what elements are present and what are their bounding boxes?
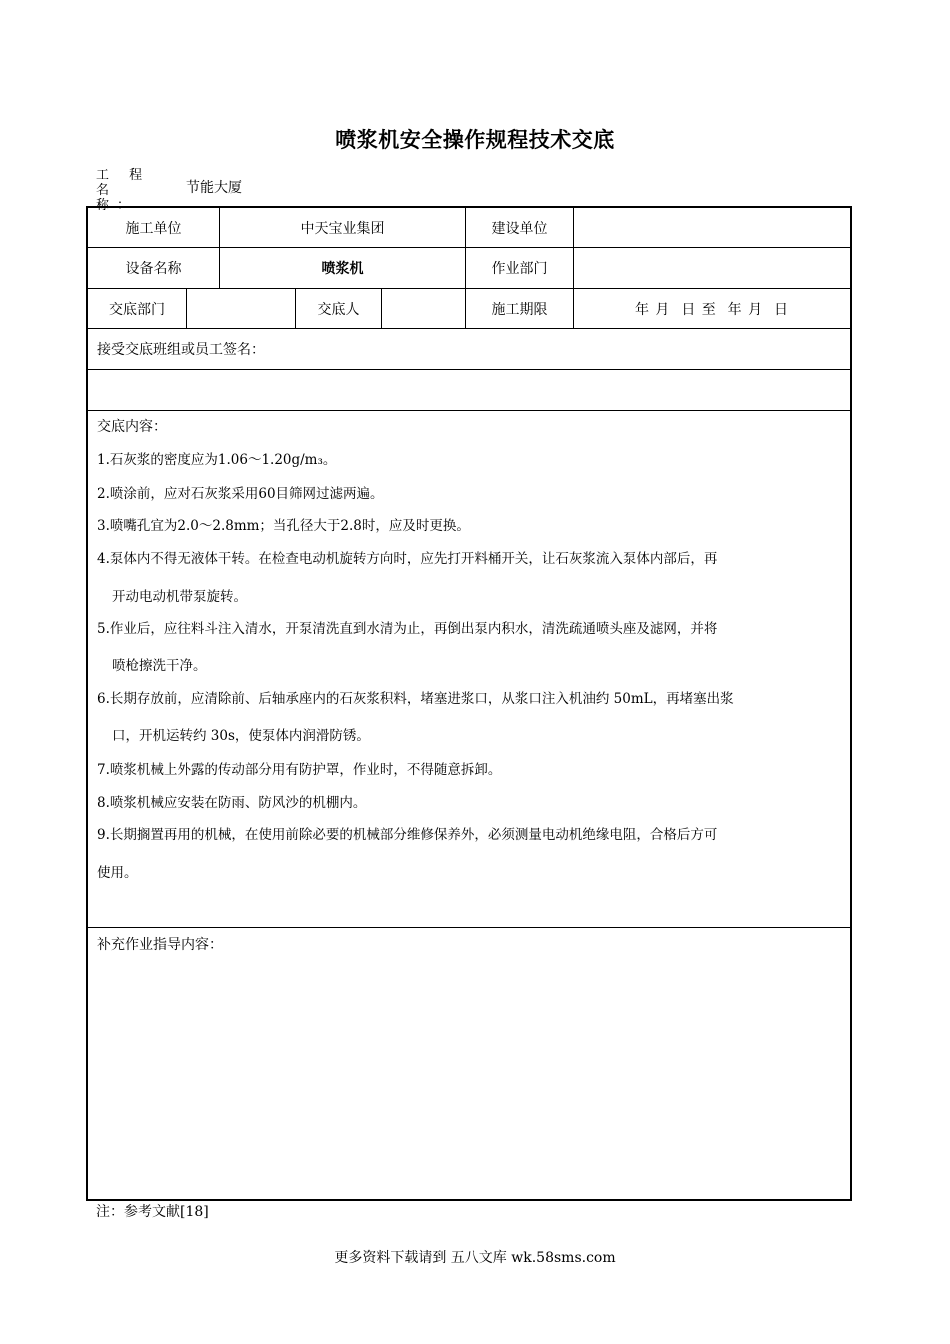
content-item-7: 7.喷浆机械上外露的传动部分用有防护罩，作业时，不得随意拆卸。 (97, 762, 502, 778)
construction-unit-label: 施工单位 (125, 220, 182, 237)
footer-text: 更多资料下载请到 五八文库 wk.58sms.com (334, 1250, 616, 1266)
signature-label: 接受交底班组或员工签名： (97, 342, 265, 358)
reference-note: 注：参考文献[18] (96, 1204, 209, 1220)
content-item-6: 6.长期存放前，应清除前、后轴承座内的石灰浆积料，堵塞进浆口，从浆口注入机油约 50mL，再堵塞出浆 (97, 691, 734, 707)
supplement-heading: 补充作业指导内容： (97, 937, 223, 953)
signature-value (88, 370, 850, 410)
content-item-4: 4.泵体内不得无液体干转。在检查电动机旋转方向时，应先打开料桶开关，让石灰浆流入泵体内部后，再 (97, 551, 718, 567)
construction-period-value: 年 月 日 至 年 月 日 (634, 301, 790, 318)
owner-unit-label: 建设单位 (491, 220, 548, 237)
content-heading: 交底内容： (97, 419, 167, 435)
content-item-9: 9.长期搁置再用的机械，在使用前除必要的机械部分维修保养外，必须测量电动机绝缘电阻，合格后方可 (97, 827, 718, 843)
work-department-value (574, 248, 850, 288)
content-item-4-cont: 开动电动机带泵旋转。 (112, 589, 247, 605)
equipment-name-value: 喷浆机 (321, 261, 364, 277)
content-item-5-cont: 喷枪擦洗干净。 (112, 658, 207, 674)
project-name-label-line2: 称： (96, 198, 139, 213)
project-name-label-line1: 工 程 名 (96, 168, 151, 198)
row-divider (88, 927, 850, 928)
content-item-2: 2.喷涂前，应对石灰浆采用60目筛网过滤两遍。 (97, 486, 384, 502)
row-divider (88, 410, 850, 411)
content-item-3: 3.喷嘴孔宜为2.0～2.8mm；当孔径大于2.8时，应及时更换。 (97, 518, 470, 534)
discloser-label: 交底人 (317, 301, 360, 318)
content-item-8: 8.喷浆机械应安装在防雨、防风沙的机棚内。 (97, 795, 367, 811)
construction-unit-value: 中天宝业集团 (300, 220, 385, 237)
owner-unit-value (574, 208, 850, 247)
discloser-value (382, 289, 465, 328)
document-title: 喷浆机安全操作规程技术交底 (335, 128, 615, 152)
disclosure-table (86, 206, 852, 1201)
disclosure-department-label: 交底部门 (109, 301, 165, 318)
disclosure-department-value (187, 289, 295, 328)
content-item-6-cont: 口，开机运转约 30s，使泵体内润滑防锈。 (112, 728, 370, 744)
content-item-5: 5.作业后，应往料斗注入清水，开泵清洗直到水清为止，再倒出泵内积水，清洗疏通喷头座及滤网，并将 (97, 621, 718, 637)
content-item-9-cont: 使用。 (97, 865, 138, 881)
construction-period-label: 施工期限 (491, 301, 548, 318)
content-item-1: 1.石灰浆的密度应为1.06～1.20g/m₃。 (97, 452, 337, 468)
equipment-name-label: 设备名称 (125, 261, 182, 277)
work-department-label: 作业部门 (491, 261, 548, 277)
project-name-value: 节能大厦 (186, 180, 242, 196)
